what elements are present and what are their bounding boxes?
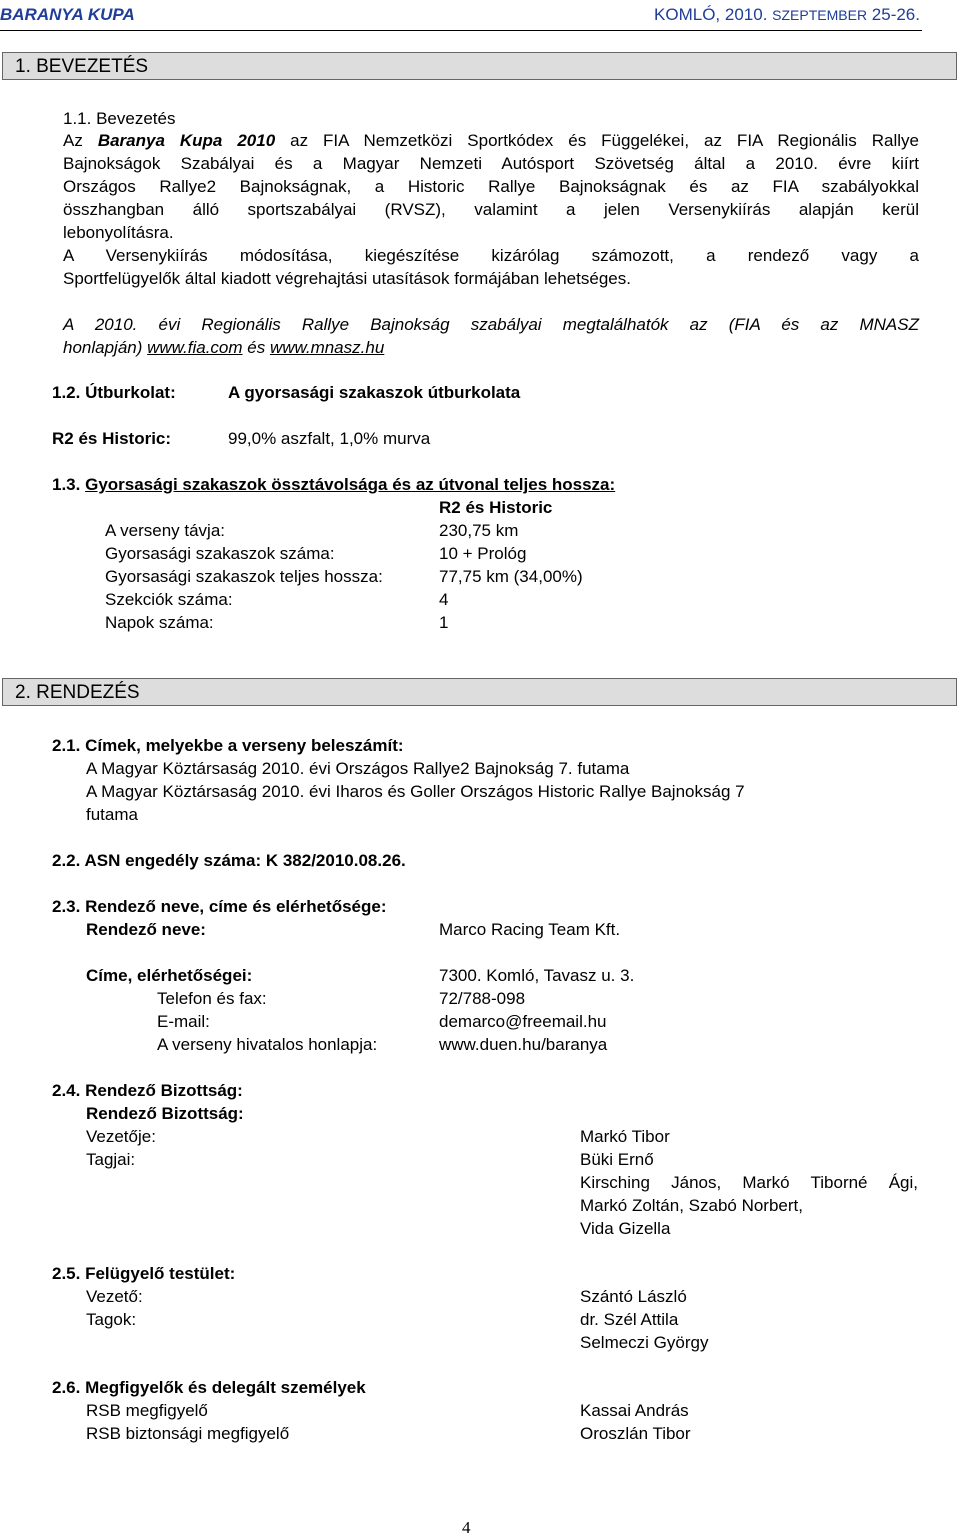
s25-mem-label: Tagok:: [86, 1310, 137, 1329]
mnasz-link[interactable]: www.mnasz.hu: [269, 338, 385, 357]
s22-title: ASN engedély száma: K 382/2010.08.26.: [84, 851, 406, 870]
s13-row-value: 230,75 km: [439, 521, 519, 540]
s11-p1-event: Baranya Kupa 2010: [97, 131, 276, 150]
s12-r-label: R2 és Historic:: [52, 429, 172, 448]
page-header: [0, 0, 960, 30]
section-2-heading: [2, 678, 957, 706]
s13-col-head: R2 és Historic: [439, 498, 553, 517]
section-2-title: 2. RENDEZÉS: [15, 682, 140, 703]
s11-p2-line1: A Versenykiírás módosítása, kiegészítése kizárólag számozott, a rendező vagy a: [63, 246, 919, 265]
s13-num: 1.3.: [52, 475, 86, 494]
s12-r-value: 99,0% aszfalt, 1,0% murva: [228, 429, 431, 448]
s11-p1-line3: Országos Rallye2 Bajnokságnak, a Historic Rallye Bajnokságnak és az FIA szabályokkal: [63, 177, 919, 196]
s21-heading: [52, 734, 404, 757]
s13-row-label: Szekciók száma:: [105, 590, 233, 609]
s11-p1-a: Az: [63, 131, 98, 150]
s24-lead-label: Vezetője:: [86, 1127, 156, 1146]
s23-web-value: www.duen.hu/baranya: [439, 1035, 608, 1054]
s26-title: Megfigyelők és delegált személyek: [85, 1378, 366, 1397]
s24-title: Rendező Bizottság:: [85, 1081, 243, 1100]
s25-member: dr. Szél Attila: [580, 1310, 679, 1329]
s24-member: Kirsching János, Markó Tiborné Ági,: [580, 1173, 918, 1192]
s26-r2-value: Oroszlán Tibor: [580, 1424, 691, 1443]
s13-row-value: 77,75 km (34,00%): [439, 567, 583, 586]
s13-row-value: 10 + Prológ: [439, 544, 527, 563]
s25-num: 2.5.: [52, 1264, 86, 1283]
s23-email-label: E-mail:: [157, 1012, 210, 1031]
s26-heading: [52, 1376, 366, 1399]
s11-title: 1.1. Bevezetés: [63, 109, 176, 128]
s23-num: 2.3.: [52, 897, 86, 916]
s24-heading: [52, 1079, 243, 1102]
s25-heading: [52, 1262, 235, 1285]
s11-p3-line1: A 2010. évi Regionális Rallye Bajnokság szabályai megtalálhatók az (FIA és az MNASZ: [63, 315, 919, 334]
s24-lead-value: Markó Tibor: [580, 1127, 670, 1146]
s21-line2: A Magyar Köztársaság 2010. évi Iharos és Goller Országos Historic Rallye Bajnokság 7: [86, 782, 745, 801]
s25-lead-value: Szántó László: [580, 1287, 687, 1306]
s24-num: 2.4.: [52, 1081, 86, 1100]
s21-title: Címek, melyekbe a verseny beleszámít:: [85, 736, 404, 755]
s12-label: [52, 381, 176, 404]
header-title: BARANYA KUPA: [0, 5, 135, 24]
s23-title: Rendező neve, címe és elérhetősége:: [85, 897, 387, 916]
s11-p1-line1: [63, 129, 919, 152]
section-1-heading: [2, 52, 957, 80]
header-date-b: SZEPTEMBER: [772, 7, 868, 23]
s24-member: Büki Ernő: [580, 1150, 654, 1169]
s11-p3-b: és: [242, 338, 270, 357]
s11-p1-line4: összhangban álló sportszabályai (RVSZ), valamint a jelen Versenykiírás alapján kerül: [63, 200, 919, 219]
s11-p1-c: az FIA Nemzetközi Sportkódex és Függelékei, az FIA Regionális Rallye: [275, 131, 919, 150]
section-1-title: 1. BEVEZETÉS: [15, 56, 149, 77]
s11-p2-line2: Sportfelügyelők által kiadott végrehajtási utasítások formájában lehetséges.: [63, 269, 631, 288]
s13-row-label: Gyorsasági szakaszok teljes hossza:: [105, 567, 383, 586]
page-number: 4: [462, 1518, 471, 1537]
s21-line1: A Magyar Köztársaság 2010. évi Országos Rallye2 Bajnokság 7. futama: [86, 759, 630, 778]
s26-r2-label: RSB biztonsági megfigyelő: [86, 1424, 290, 1443]
s12-num: 1.2.: [52, 383, 86, 402]
s11-p1-line5: lebonyolításra.: [63, 223, 174, 242]
s23-tel-label: Telefon és fax:: [157, 989, 267, 1008]
s22-num: 2.2.: [52, 851, 85, 870]
s24-member: Vida Gizella: [580, 1219, 671, 1238]
s26-r1-label: RSB megfigyelő: [86, 1401, 208, 1420]
s24-mem-label: Tagjai:: [86, 1150, 136, 1169]
s11-p3-line2: [63, 336, 384, 359]
s23-name-value: Marco Racing Team Kft.: [439, 920, 621, 939]
header-date-c: 25-26.: [867, 5, 920, 24]
s12-heading: A gyorsasági szakaszok útburkolata: [228, 383, 521, 402]
s24-member: Markó Zoltán, Szabó Norbert,: [580, 1196, 803, 1215]
s13-title: Gyorsasági szakaszok össztávolsága és az útvonal teljes hossza:: [85, 475, 616, 494]
s13-row-label: Napok száma:: [105, 613, 214, 632]
s23-name-label: Rendező neve:: [86, 920, 206, 939]
s23-addr-label: Címe, elérhetőségei:: [86, 966, 253, 985]
s21-line3: futama: [86, 805, 138, 824]
s13-row-value: 4: [439, 590, 449, 609]
s23-email-value: demarco@freemail.hu: [439, 1012, 607, 1031]
s26-num: 2.6.: [52, 1378, 86, 1397]
header-rule: [0, 30, 922, 31]
s11-p1-line2: Bajnokságok Szabályai és a Magyar Nemzeti Autósport Szövetség által a 2010. évre kiírt: [63, 154, 919, 173]
s13-row-value: 1: [439, 613, 449, 632]
s22-heading: [52, 849, 406, 872]
s26-r1-value: Kassai András: [580, 1401, 689, 1420]
s13-heading: [52, 473, 615, 496]
s23-web-label: A verseny hivatalos honlapja:: [157, 1035, 378, 1054]
s25-lead-label: Vezető:: [86, 1287, 143, 1306]
s21-num: 2.1.: [52, 736, 86, 755]
s13-row-label: A verseny távja:: [105, 521, 226, 540]
header-date-a: KOMLÓ, 2010.: [654, 5, 773, 24]
header-date: [654, 3, 920, 27]
s24-sub: Rendező Bizottság:: [86, 1104, 244, 1123]
s13-row-label: Gyorsasági szakaszok száma:: [105, 544, 335, 563]
fia-link[interactable]: www.fia.com: [147, 338, 243, 357]
s23-heading: [52, 895, 387, 918]
s23-addr-value: 7300. Komló, Tavasz u. 3.: [439, 966, 635, 985]
s11-p3-a: honlapján): [63, 338, 148, 357]
s25-member: Selmeczi György: [580, 1333, 709, 1352]
s12-label-text: Útburkolat:: [85, 383, 176, 402]
s25-title: Felügyelő testület:: [85, 1264, 236, 1283]
s23-tel-value: 72/788-098: [439, 989, 526, 1008]
